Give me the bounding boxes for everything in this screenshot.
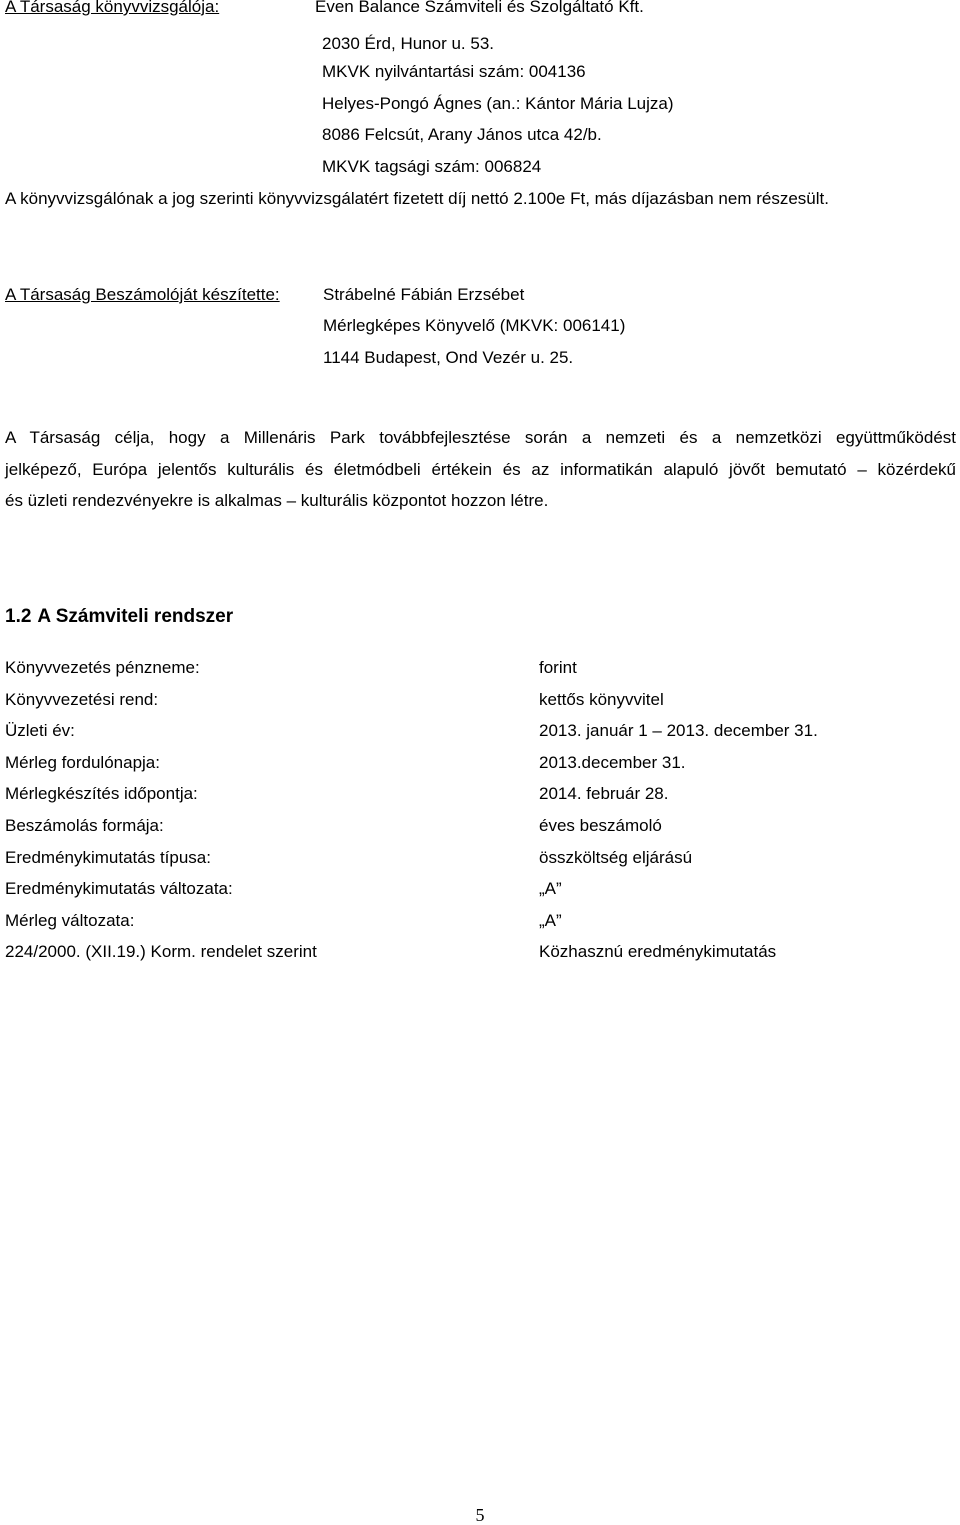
settings-row bbox=[0, 879, 960, 911]
section-title: A Számviteli rendszer bbox=[37, 606, 234, 627]
preparer-label: A Társaság Beszámolóját készítette: bbox=[5, 285, 280, 304]
purpose-line: jelképező, Európa jelentős kulturális és életmódbeli értékein és az informatikán alapuló jövőt bemutató – közérdekű bbox=[5, 459, 956, 479]
auditor-fee-note: A könyvvizsgálónak a jog szerinti könyvvizsgálatért fizetett díj nettó 2.100e Ft, más díjazásban nem részesült. bbox=[5, 189, 829, 208]
settings-label: Eredménykimutatás típusa: bbox=[5, 847, 211, 867]
auditor-line: 2030 Érd, Hunor u. 53. bbox=[322, 34, 495, 53]
settings-label: Mérleg változata: bbox=[5, 910, 135, 930]
section-number: 1.2 bbox=[5, 606, 32, 627]
settings-label: 224/2000. (XII.19.) Korm. rendelet szerint bbox=[5, 942, 317, 962]
settings-row bbox=[0, 690, 960, 722]
settings-value: 2014. február 28. bbox=[539, 784, 669, 804]
settings-value: „A” bbox=[539, 910, 562, 930]
settings-row bbox=[0, 784, 960, 816]
settings-row bbox=[0, 816, 960, 848]
page-number: 5 bbox=[475, 1505, 485, 1525]
accounting-settings-list bbox=[0, 658, 960, 974]
settings-value: éves beszámoló bbox=[539, 815, 662, 835]
settings-label: Beszámolás formája: bbox=[5, 815, 164, 835]
settings-label: Könyvvezetés pénzneme: bbox=[5, 658, 200, 677]
settings-value: forint bbox=[539, 658, 577, 677]
settings-label: Mérleg fordulónapja: bbox=[5, 752, 160, 772]
preparer-line: Mérlegképes Könyvelő (MKVK: 006141) bbox=[323, 316, 626, 335]
auditor-line: MKVK nyilvántartási szám: 004136 bbox=[322, 62, 586, 81]
settings-row bbox=[0, 658, 960, 690]
settings-row bbox=[0, 911, 960, 943]
settings-label: Eredménykimutatás változata: bbox=[5, 879, 233, 899]
preparer-line: Strábelné Fábián Erzsébet bbox=[323, 285, 525, 304]
auditor-label: A Társaság könyvvizsgálója: bbox=[5, 0, 220, 16]
settings-value: 2013.december 31. bbox=[539, 752, 686, 772]
auditor-line: Even Balance Számviteli és Szolgáltató Kft. bbox=[315, 0, 644, 16]
settings-label: Mérlegkészítés időpontja: bbox=[5, 784, 198, 804]
settings-row bbox=[0, 721, 960, 753]
section-heading bbox=[5, 606, 233, 628]
settings-row bbox=[0, 753, 960, 785]
settings-value: összköltség eljárású bbox=[539, 847, 693, 867]
settings-value: 2013. január 1 – 2013. december 31. bbox=[539, 721, 818, 741]
settings-label: Üzleti év: bbox=[5, 721, 75, 741]
purpose-line: A Társaság célja, hogy a Millenáris Park továbbfejlesztése során a nemzeti és a nemzetközi együttműködést bbox=[5, 428, 956, 447]
settings-value: kettős könyvvitel bbox=[539, 689, 664, 709]
settings-value: Közhasznú eredménykimutatás bbox=[539, 942, 777, 962]
preparer-line: 1144 Budapest, Ond Vezér u. 25. bbox=[323, 348, 574, 367]
purpose-line: és üzleti rendezvényekre is alkalmas – kulturális központot hozzon létre. bbox=[5, 491, 549, 510]
auditor-line: 8086 Felcsút, Arany János utca 42/b. bbox=[322, 125, 602, 144]
auditor-line: MKVK tagsági szám: 006824 bbox=[322, 157, 542, 176]
purpose-paragraph bbox=[5, 422, 956, 517]
auditor-line: Helyes-Pongó Ágnes (an.: Kántor Mária Lujza) bbox=[322, 94, 674, 113]
settings-row bbox=[0, 848, 960, 880]
settings-value: „A” bbox=[539, 879, 562, 899]
settings-label: Könyvvezetési rend: bbox=[5, 689, 159, 709]
settings-row bbox=[0, 942, 960, 974]
